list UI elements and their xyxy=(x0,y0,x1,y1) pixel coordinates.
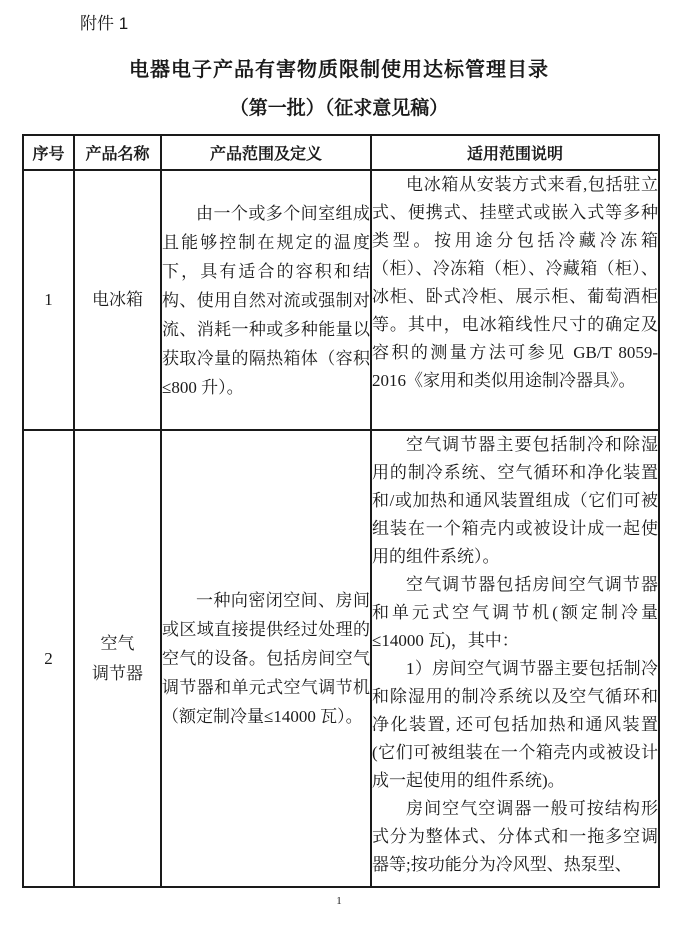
table-row-air-conditioner xyxy=(23,430,659,887)
document-page xyxy=(0,14,678,937)
row1-definition-paragraph: 由一个或多个间室组成且能够控制在规定的温度下，具有适合的容积和结构、使用自然对流或强制对流、消耗一种或多种能量以获取冷量的隔热箱体（容积≤800 升）。 xyxy=(162,203,370,397)
row2-index-cell: 2 xyxy=(23,430,74,887)
row1-scope-cell xyxy=(371,170,659,430)
row2-scope-paragraph-4: 房间空气空调器一般可按结构形式分为整体式、分体式和一拖多空调器等;按功能分为冷风型、热泵型、 xyxy=(372,799,658,874)
page-number: 1 xyxy=(336,895,342,907)
row1-scope-paragraph: 电冰箱从安装方式来看,包括驻立式、便携式、挂壁式或嵌入式等多种类型。按用途分包括冷藏冷冻箱（柜）、冷冻箱（柜）、冷藏箱（柜）、冰柜、卧式冷柜、展示柜、葡萄酒柜等。其中，电冰箱线性尺寸的确定及容积的测量方法可参见 GB/T 8059-2016《家用和类似用途制冷器具》。 xyxy=(372,175,658,390)
row2-product-name-cell xyxy=(74,430,161,887)
row2-scope-clip xyxy=(372,431,658,879)
row2-product-name-line1: 空气 xyxy=(100,633,135,653)
catalog-table xyxy=(22,134,660,888)
row1-scope-clip xyxy=(372,171,658,395)
row2-definition-cell xyxy=(161,430,371,887)
row1-product-name-line: 电冰箱 xyxy=(92,290,143,309)
row2-scope-paragraph-3: 1）房间空气调节器主要包括制冷和除湿用的制冷系统以及空气循环和净化装置, 还可包括加热和通风装置(它们可被组装在一个箱壳内或被设计成一起使用的组件系统)。 xyxy=(372,659,658,790)
page-title: 电器电子产品有害物质限制使用达标管理目录 xyxy=(129,59,549,81)
page-subtitle: （第一批）（征求意见稿） xyxy=(229,98,449,119)
attachment-label: 附件 1 xyxy=(80,14,129,33)
header-cell-definition: 产品范围及定义 xyxy=(161,135,371,170)
header-cell-index: 序号 xyxy=(23,135,74,170)
table-row-refrigerator xyxy=(23,170,659,430)
row2-scope-paragraph-2: 空气调节器包括房间空气调节器和单元式空气调节机(额定制冷量≤14000 瓦)，其中： xyxy=(372,575,658,650)
table-header-row xyxy=(23,135,659,170)
row1-definition-cell xyxy=(161,170,371,430)
row1-index-cell: 1 xyxy=(23,170,74,430)
row2-definition-paragraph: 一种向密闭空间、房间或区域直接提供经过处理的空气的设备。包括房间空气调节器和单元式空气调节机（额定制冷量≤14000 瓦）。 xyxy=(162,591,370,726)
header-cell-scope: 适用范围说明 xyxy=(371,135,659,170)
row2-scope-cell xyxy=(371,430,659,887)
header-cell-product-name: 产品名称 xyxy=(74,135,161,170)
row1-product-name-cell xyxy=(74,170,161,430)
row2-product-name-line2: 调节器 xyxy=(92,663,143,683)
row2-scope-paragraph-1: 空气调节器主要包括制冷和除湿用的制冷系统、空气循环和净化装置和/或加热和通风装置组成（它们可被组装在一个箱壳内或被设计成一起使用的组件系统）。 xyxy=(372,435,658,566)
